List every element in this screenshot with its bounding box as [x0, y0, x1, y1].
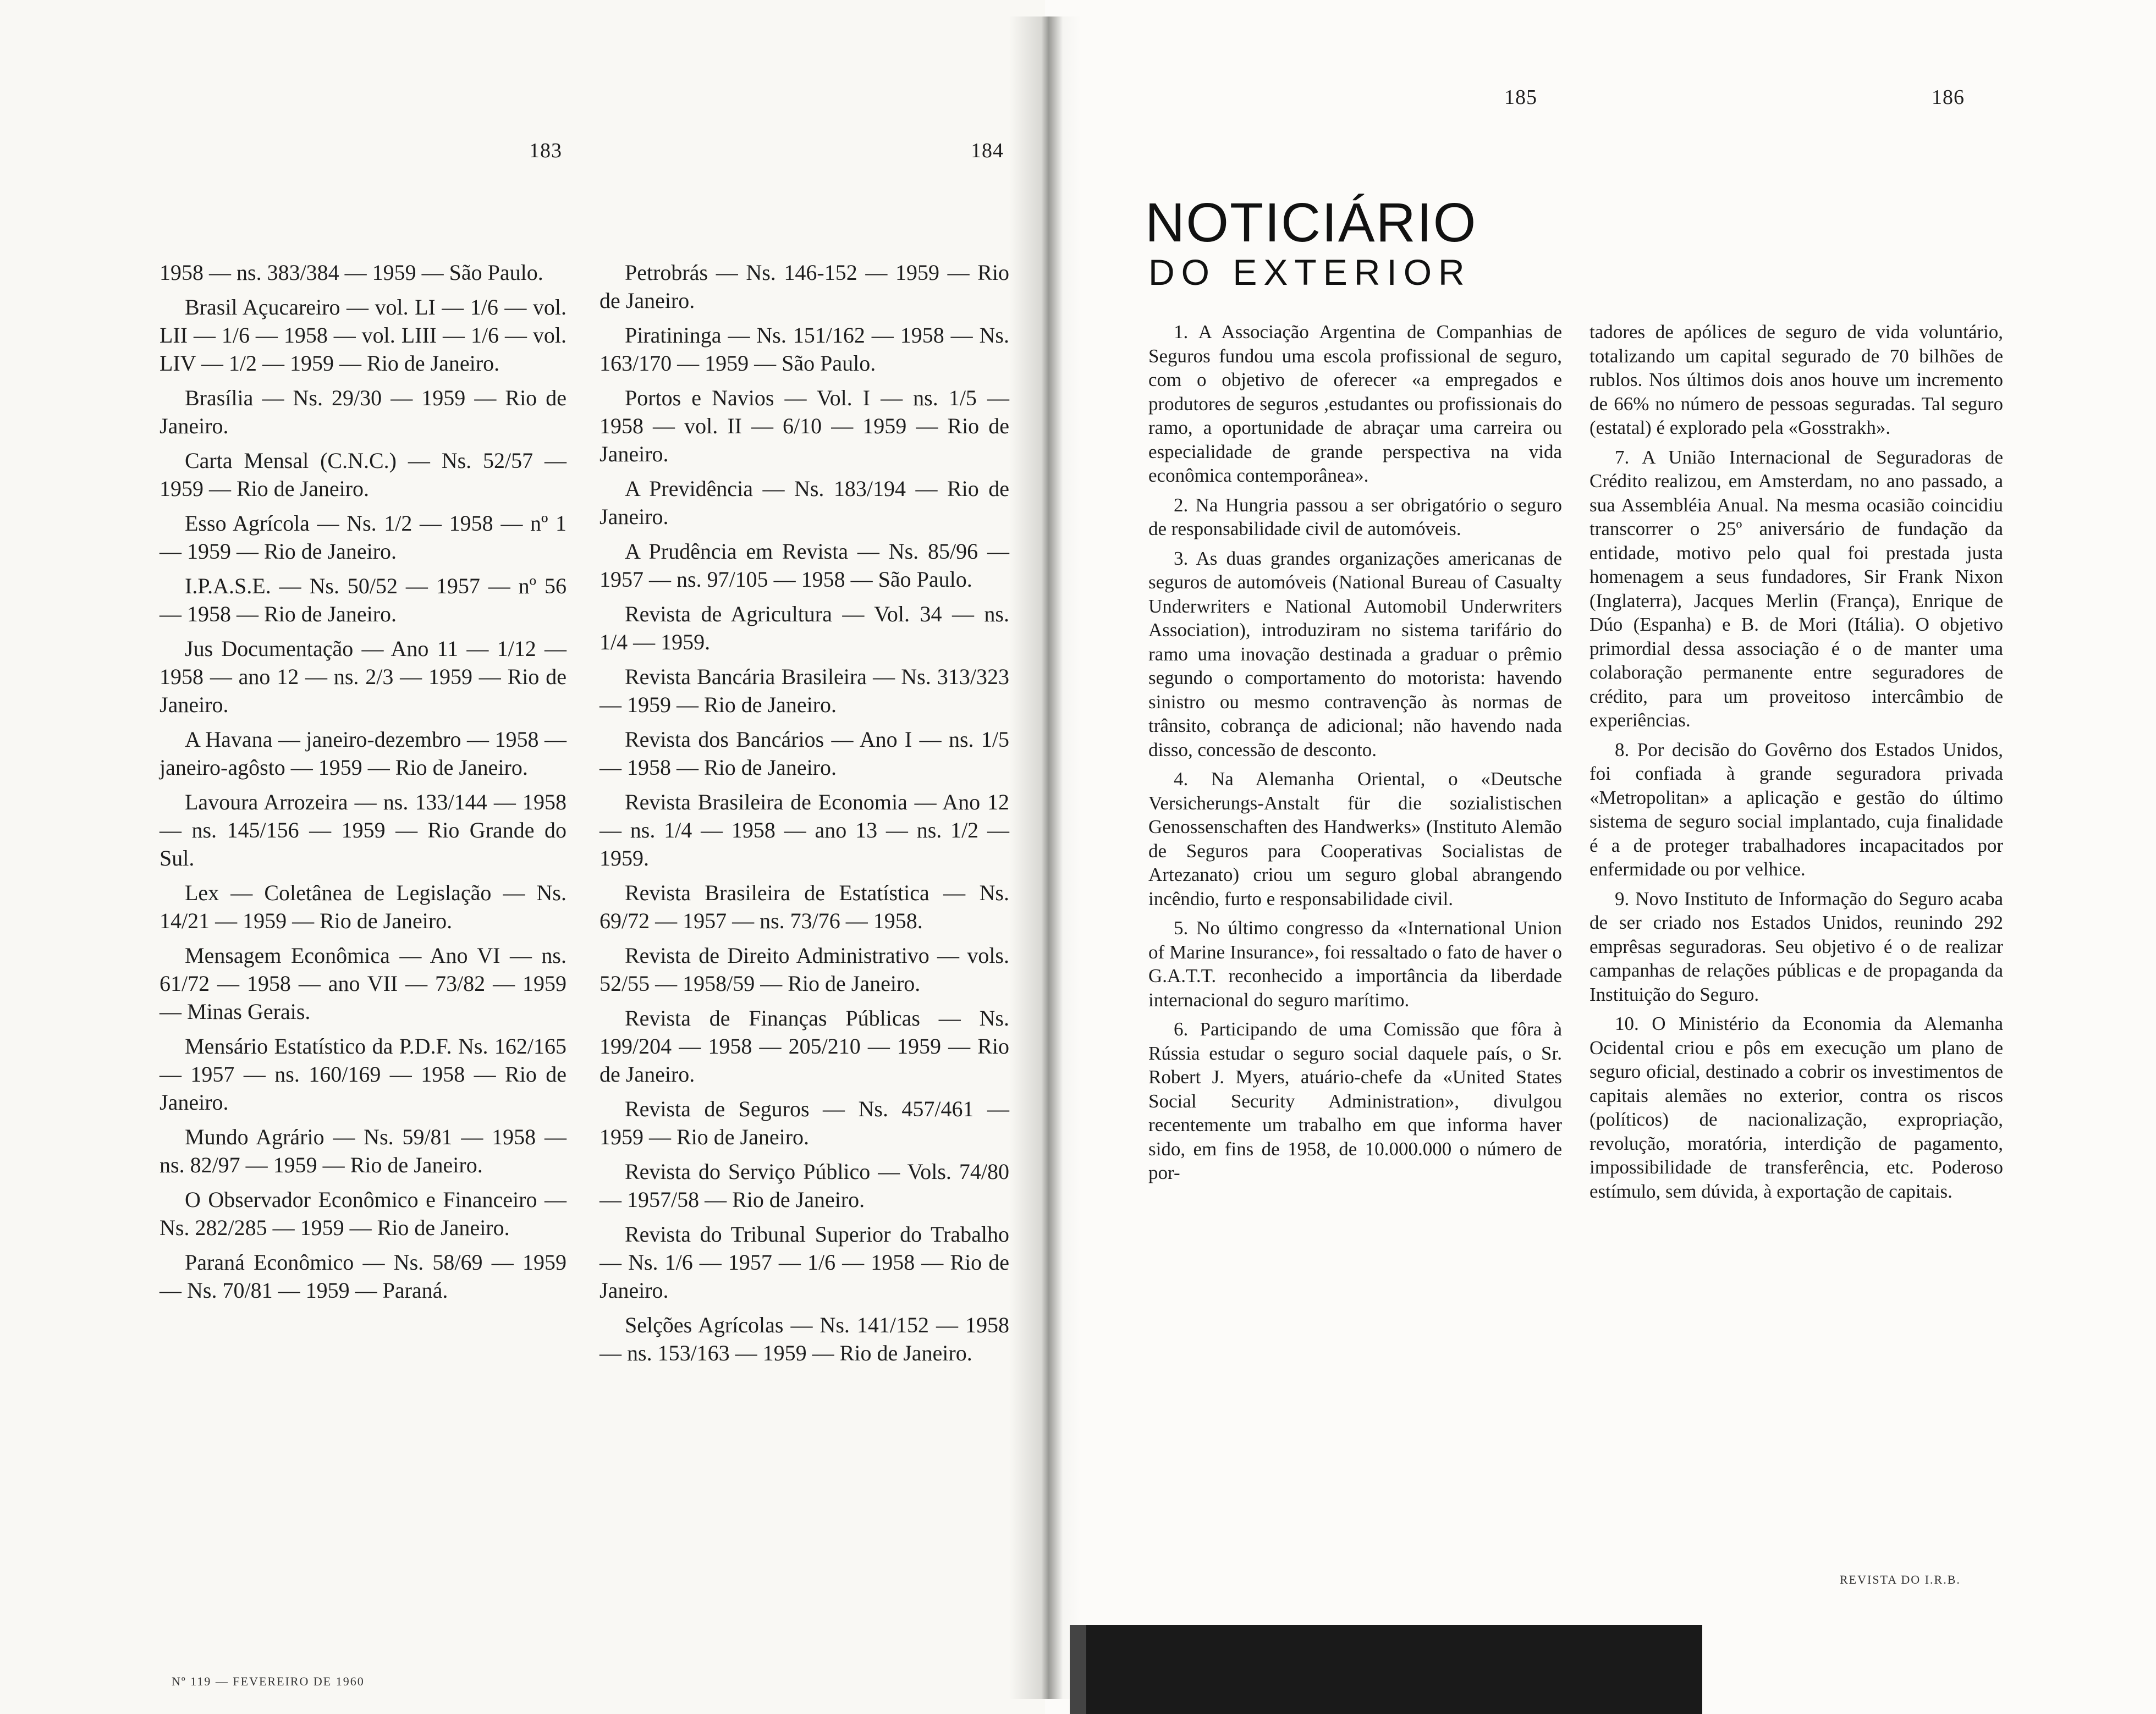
list-item: 1958 — ns. 383/384 — 1959 — São Paulo.	[160, 260, 543, 285]
news-column-2	[1590, 320, 2003, 1209]
news-item-6-continued: tadores de apólices de seguro de vida voluntário, totalizando um capital segurado de 70 bilhões de rublos. Nos últimos dois anos houve um incremento de 66% no número de pessoas seguradas. Tal seguro (estatal) é explorado pela «Gosstrakh».	[1590, 321, 2003, 438]
list-item: Revista de Direito Administrativo — vols. 52/55 — 1958/59 — Rio de Janeiro.	[600, 943, 1009, 996]
list-item: Selções Agrícolas — Ns. 141/152 — 1958 — ns. 153/163 — 1959 — Rio de Janeiro.	[600, 1313, 1009, 1365]
periodicals-list-column-2	[600, 258, 1009, 1374]
list-item: A Previdência — Ns. 183/194 — Rio de Janeiro.	[600, 476, 1009, 529]
list-item: Revista dos Bancários — Ano I — ns. 1/5 — 1958 — Rio de Janeiro.	[600, 727, 1009, 780]
list-item: Lavoura Arrozeira — ns. 133/144 — 1958 — ns. 145/156 — 1959 — Rio Grande do Sul.	[160, 790, 566, 870]
list-item: Revista do Tribunal Superior do Trabalho — Ns. 1/6 — 1957 — 1/6 — 1958 — Rio de Janeiro.	[600, 1222, 1009, 1303]
news-item-1: 1. A Associação Argentina de Companhias de Seguros fundou uma escola profissional de seguro, com o objetivo de oferecer «a empregados e produtores de seguros ,estudantes ou profissionais do ramo, a oportunidade de abraçar uma carreira ou especialidade de grande perspectiva na vida econômica contemporânea».	[1148, 321, 1562, 486]
list-item: Mensário Estatístico da P.D.F. Ns. 162/165 — 1957 — ns. 160/169 — 1958 — Rio de Janeiro.	[160, 1034, 566, 1115]
list-item: A Prudência em Revista — Ns. 85/96 — 1957 — ns. 97/105 — 1958 — São Paulo.	[600, 539, 1009, 592]
list-item: Paraná Econômico — Ns. 58/69 — 1959 — Ns. 70/81 — 1959 — Paraná.	[160, 1250, 566, 1303]
journal-footer: REVISTA DO I.R.B.	[1840, 1573, 1961, 1586]
list-item: Revista de Agricultura — Vol. 34 — ns. 1/4 — 1959.	[600, 602, 1009, 654]
list-item: Mundo Agrário — Ns. 59/81 — 1958 — ns. 82/97 — 1959 — Rio de Janeiro.	[160, 1125, 566, 1177]
binding-edge-highlight	[1070, 1625, 1086, 1714]
binding-edge	[1070, 1625, 1702, 1714]
news-item-4: 4. Na Alemanha Oriental, o «Deutsche Versicherungs-Anstalt für die sozialistischen Genossenschaften des Handwerks» (Instituto Alemão de Seguros para Cooperativas Socialistas de Artezanato) criou um seguro global abrangendo incêndio, furto e responsabilidade civil.	[1148, 768, 1562, 910]
news-column-1	[1148, 320, 1562, 1191]
list-item: Revista do Serviço Público — Vols. 74/80 — 1957/58 — Rio de Janeiro.	[600, 1159, 1009, 1212]
news-item-9: 9. Novo Instituto de Informação do Seguro acaba de ser criado nos Estados Unidos, reunindo 292 emprêsas seguradoras. Seu objetivo é o de realizar campanhas de relações públicas e de propaganda da Instituição do Seguro.	[1590, 888, 2003, 1005]
list-item: A Havana — janeiro-dezembro — 1958 — janeiro-agôsto — 1959 — Rio de Janeiro.	[160, 727, 566, 780]
news-item-7: 7. A União Internacional de Seguradoras de Crédito realizou, em Amsterdam, no ano passado, a sua Assembléia Anual. Na mesma ocasião coincidiu transcorrer o 25º aniversário de fundação da entidade, motivo pelo qual foi prestada justa homenagem a seus fundadores, Sir Frank Nixon (Inglaterra), Jacques Merlin (França), Enrique de Dúo (Espanha) e B. de Mori (Itália). O objetivo primordial dessa associação é o de manter uma colaboração permanente entre seguradores de crédito, para um proveitoso intercâmbio de experiências.	[1590, 446, 2003, 731]
list-item: O Observador Econômico e Financeiro — Ns. 282/285 — 1959 — Rio de Janeiro.	[160, 1187, 566, 1240]
list-item: Mensagem Econômica — Ano VI — ns. 61/72 — 1958 — ano VII — 73/82 — 1959 — Minas Gerais.	[160, 943, 566, 1024]
page-number-183: 183	[529, 139, 562, 162]
left-page-spread	[0, 0, 1045, 1714]
news-item-2: 2. Na Hungria passou a ser obrigatório o seguro de responsabilidade civil de automóveis.	[1148, 494, 1562, 539]
issue-footer: Nº 119 — FEVEREIRO DE 1960	[172, 1674, 365, 1688]
list-item: Carta Mensal (C.N.C.) — Ns. 52/57 — 1959 — Rio de Janeiro.	[160, 448, 566, 501]
page-number-184: 184	[971, 139, 1004, 162]
list-item: Brasília — Ns. 29/30 — 1959 — Rio de Janeiro.	[160, 385, 566, 438]
list-item: Esso Agrícola — Ns. 1/2 — 1958 — nº 1 — 1959 — Rio de Janeiro.	[160, 511, 566, 564]
news-item-10: 10. O Ministério da Economia da Alemanha Ocidental criou e pôs em execução um plano de seguro oficial, destinado a cobrir os investimentos de capitais alemães no exterior, contra os riscos (políticos) de nacionalização, expropriação, revolução, moratória, interdição de pagamento, impossibilidade de transferência, etc. Poderoso estímulo, sem dúvida, à exportação de capitais.	[1590, 1013, 2003, 1202]
list-item: Revista Bancária Brasileira — Ns. 313/323 — 1959 — Rio de Janeiro.	[600, 664, 1009, 717]
list-item: Jus Documentação — Ano 11 — 1/12 — 1958 — ano 12 — ns. 2/3 — 1959 — Rio de Janeiro.	[160, 636, 566, 717]
section-subtitle: DO EXTERIOR	[1148, 252, 1471, 293]
page-number-186: 186	[1932, 86, 1965, 109]
periodicals-list-column-1	[160, 258, 566, 1311]
section-title: NOTICIÁRIO	[1145, 192, 1477, 253]
list-item: Revista Brasileira de Estatística — Ns. 69/72 — 1957 — ns. 73/76 — 1958.	[600, 880, 1009, 933]
book-gutter-shadow	[1009, 16, 1081, 1699]
news-item-8: 8. Por decisão do Govêrno dos Estados Unidos, foi confiada à grande seguradora privada «Metropolitan» a aplicação e gestão do último sistema de seguro social implantado, cuja finalidade é a de proteger trabalhadores incapacitados por enfermidade ou por velhice.	[1590, 738, 2003, 880]
news-item-3: 3. As duas grandes organizações americanas de seguros de automóveis (National Bureau of Casualty Underwriters e National Automobil Underwriters Association), introduziram no sistema tarifário do ramo uma inovação destinada a graduar o prêmio segundo o comportamento do motorista: havendo sinistro ou mesmo contravenção às normas de trânsito, cobrança de adicional; não havendo nada disso, concessão de desconto.	[1148, 547, 1562, 760]
list-item: I.P.A.S.E. — Ns. 50/52 — 1957 — nº 56 — 1958 — Rio de Janeiro.	[160, 574, 566, 626]
news-item-5: 5. No último congresso da «International Union of Marine Insurance», foi ressaltado o fato de haver o G.A.T.T. reconhecido a importância da liberdade internacional do seguro marítimo.	[1148, 917, 1562, 1011]
list-item: Piratininga — Ns. 151/162 — 1958 — Ns. 163/170 — 1959 — São Paulo.	[600, 323, 1009, 376]
list-item: Portos e Navios — Vol. I — ns. 1/5 — 1958 — vol. II — 6/10 — 1959 — Rio de Janeiro.	[600, 385, 1009, 466]
list-item: Lex — Coletânea de Legislação — Ns. 14/21 — 1959 — Rio de Janeiro.	[160, 880, 566, 933]
list-item: Revista Brasileira de Economia — Ano 12 — ns. 1/4 — 1958 — ano 13 — ns. 1/2 — 1959.	[600, 790, 1009, 870]
list-item: Petrobrás — Ns. 146-152 — 1959 — Rio de Janeiro.	[600, 260, 1009, 313]
list-item: Brasil Açucareiro — vol. LI — 1/6 — vol. LII — 1/6 — 1958 — vol. LIII — 1/6 — vol. LIV — 1/2 — 1959 — Rio de Janeiro.	[160, 295, 566, 376]
page-number-185: 185	[1504, 86, 1537, 109]
list-item: Revista de Seguros — Ns. 457/461 — 1959 — Rio de Janeiro.	[600, 1096, 1009, 1149]
news-item-6: 6. Participando de uma Comissão que fôra à Rússia estudar o seguro social daquele país, o Sr. Robert J. Myers, atuário-chefe da «United States Social Security Administration», divulgou recentemente um trabalho em que informa haver sido, em fins de 1958, de 10.000.000 o número de por-	[1148, 1018, 1562, 1183]
list-item: Revista de Finanças Públicas — Ns. 199/204 — 1958 — 205/210 — 1959 — Rio de Janeiro.	[600, 1006, 1009, 1087]
